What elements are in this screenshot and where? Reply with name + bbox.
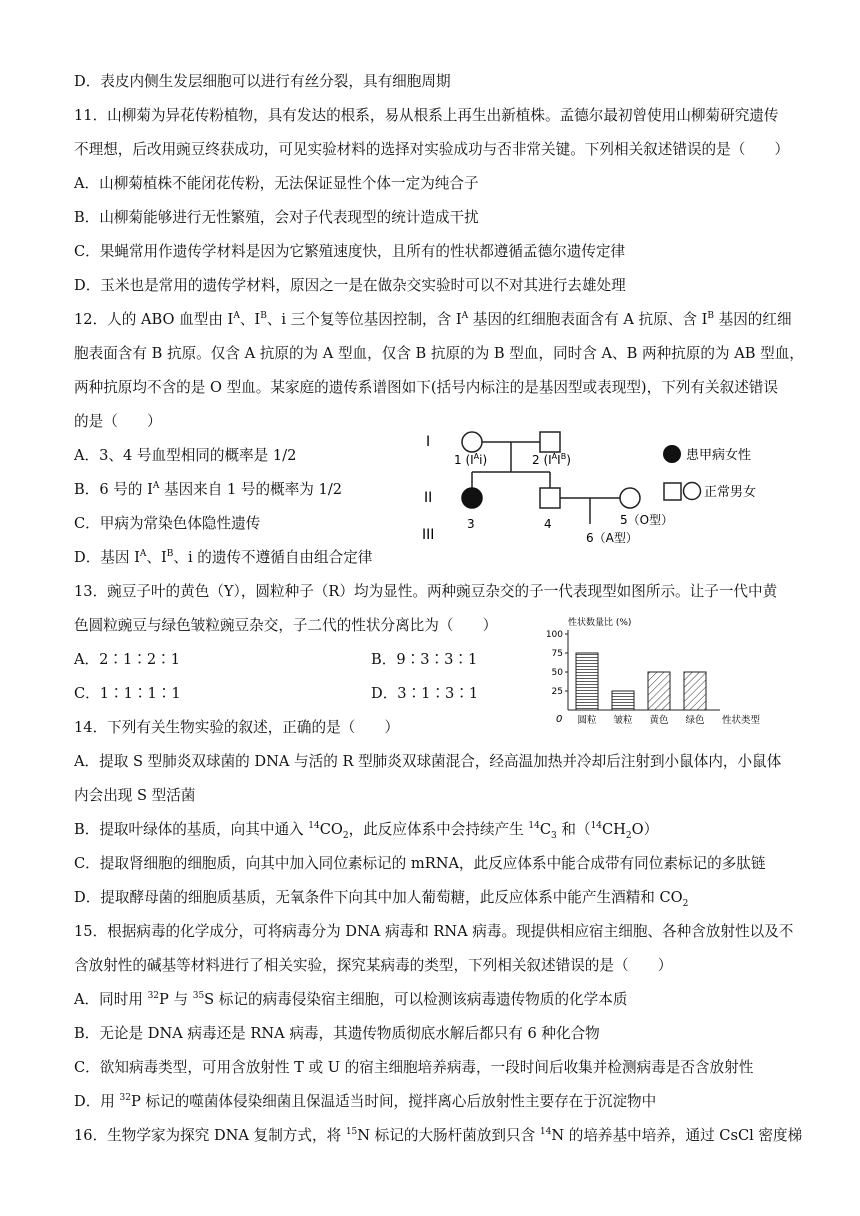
q13-option-a: A．2∶1∶2∶1 <box>74 651 181 668</box>
q14-option-b: B．提取叶绿体的基质，向其中通入 $^{14}CO_2$，此反应体系中会持续产生 $^{14}C_3$ 和$(^{14}CH_2O)$ <box>74 821 659 841</box>
q12-option-a: A．3、4 号血型相同的概率是 1/2 <box>74 447 297 464</box>
individual-3-label: 3 <box>467 517 475 531</box>
legend-normal-label: 正常男女 <box>704 485 757 500</box>
individual-1-normal-female <box>462 432 482 452</box>
individual-1-label: 1 $(I^Ai)$ <box>454 452 488 467</box>
q11-option-c: C．果蝇常用作遗传学材料是因为它繁殖速度快，且所有的性状都遵循孟德尔遗传定律 <box>74 243 626 260</box>
q13-option-b: B．9∶3∶3∶1 <box>371 651 478 668</box>
q11-stem-line2: 不理想，后改用豌豆终获成功，可见实验材料的选择对实验成功与否非常关键。下列相关叙述错误的是（ ） <box>74 141 790 158</box>
q14-option-d: D．提取酵母菌的细胞质基质，无氧条件下向其中加人葡萄糖，此反应体系中能产生酒精和 $CO_2$ <box>74 889 689 909</box>
chart-origin-label: 0 <box>556 714 563 725</box>
individual-2-label: 2 $(I^AI^B)$ <box>532 452 571 467</box>
q12-stem-line4: 的是（ ） <box>74 413 162 430</box>
chart-y-tick-label: 25 <box>551 687 563 697</box>
generation-ii-label: II <box>424 490 433 506</box>
q14-option-a-line2: 内会出现 S 型活菌 <box>74 787 196 804</box>
legend-affected-female-label: 患甲病女性 <box>686 448 752 463</box>
q12-option-b: B．6 号的 $I^A$ 基因来自 1 号的概率为 1/2 <box>74 481 343 498</box>
q15-option-a: A．同时用 $^{32}$P 与 $^{35}$S 标记的病毒侵染宿主细胞，可以检测该病毒遗传物质的化学本质 <box>74 991 628 1008</box>
legend-normal-female-symbol <box>684 483 701 500</box>
chart-category-label: 皱粒 <box>613 715 633 726</box>
chart-category-label: 圆粒 <box>577 715 597 726</box>
chart-bar <box>684 672 706 710</box>
q12-stem-line3: 两种抗原均不含的是 O 型血。某家庭的遗传系谱图如下(括号内标注的是基因型或表现型)，下列有关叙述错误 <box>74 379 778 396</box>
individual-3-affected-female <box>462 488 482 508</box>
q11-stem-line1: 11．山柳菊为异花传粉植物，具有发达的根系，易从根系上再生出新植株。孟德尔最初曾使用山柳菊研究遗传 <box>74 107 779 124</box>
chart-y-tick-label: 50 <box>551 668 563 678</box>
q12-stem-line1: 12．人的 ABO 血型由 $I^A$、$I^B$、i 三个复等位基因控制，含 $I^A$ 基因的红细胞表面含有 A 抗原、含 $I^B$ 基因的红细 <box>74 311 792 328</box>
q14-stem: 14．下列有关生物实验的叙述，正确的是（ ） <box>74 719 400 736</box>
individual-4-label: 4 <box>544 517 552 531</box>
individual-2-normal-male <box>540 432 560 452</box>
generation-i-label: I <box>426 434 431 450</box>
q16-stem-line1: 16．生物学家为探究 DNA 复制方式，将 $^{15}$N 标记的大肠杆菌放到只含 $^{14}$N 的培养基中培养，通过 CsCl 密度梯 <box>74 1127 803 1144</box>
legend-normal-male-symbol <box>664 483 681 500</box>
chart-y-tick-label: 100 <box>545 630 563 640</box>
q13-stem-line1: 13．豌豆子叶的黄色（Y），圆粒种子（R）均为显性。两种豌豆杂交的子一代表现型如图所示。让子一代中黄 <box>74 583 778 600</box>
chart-bar <box>648 672 670 710</box>
chart-category-label: 黄色 <box>649 715 669 726</box>
q15-option-b: B．无论是 DNA 病毒还是 RNA 病毒，其遗传物质彻底水解后都只有 6 种化合物 <box>74 1025 600 1042</box>
q12-stem-line2: 胞表面含有 B 抗原。仅含 A 抗原的为 A 型血，仅含 B 抗原的为 B 型血，同时含 A、B 两种抗原的为 AB 型血， <box>74 345 804 362</box>
q11-option-b: B．山柳菊能够进行无性繁殖，会对子代表现型的统计造成干扰 <box>74 209 479 226</box>
q12-option-c: C．甲病为常染色体隐性遗传 <box>74 515 261 532</box>
individual-5-normal-female <box>620 488 640 508</box>
individual-5-label: 5（O型） <box>620 513 674 527</box>
q13-option-d: D．3∶1∶3∶1 <box>371 685 479 702</box>
q15-option-c: C．欲知病毒类型，可用含放射性 T 或 U 的宿主细胞培养病毒，一段时间后收集并检测病毒是否含放射性 <box>74 1059 754 1076</box>
chart-y-tick-label: 75 <box>551 649 563 659</box>
q11-option-a: A．山柳菊植株不能闭花传粉，无法保证显性个体一定为纯合子 <box>74 175 479 192</box>
trait-ratio-bar-chart <box>538 614 778 726</box>
q10-option-d: D．表皮内侧生发层细胞可以进行有丝分裂，具有细胞周期 <box>74 73 451 90</box>
individual-6-label: 6（A型） <box>586 531 638 545</box>
q12-option-d: D．基因 $I^A$、$I^B$、i 的遗传不遵循自由组合定律 <box>74 549 373 566</box>
chart-bar <box>576 653 598 710</box>
chart-category-label: 绿色 <box>685 715 705 726</box>
legend-affected-female-symbol <box>663 445 681 463</box>
q11-option-d: D．玉米也是常用的遗传学材料，原因之一是在做杂交实验时可以不对其进行去雄处理 <box>74 277 626 294</box>
pedigree-diagram <box>420 424 780 552</box>
q15-stem-line2: 含放射性的碱基等材料进行了相关实验，探究某病毒的类型，下列相关叙述错误的是（ ） <box>74 957 673 974</box>
generation-iii-label: III <box>422 527 435 543</box>
q13-stem-line2: 色圆粒豌豆与绿色皱粒豌豆杂交，子二代的性状分离比为（ ） <box>74 617 498 634</box>
chart-x-axis-title: 性状类型 <box>722 715 761 726</box>
chart-bar <box>612 691 634 710</box>
q15-stem-line1: 15．根据病毒的化学成分，可将病毒分为 DNA 病毒和 RNA 病毒。现提供相应宿主细胞、各种含放射性以及不 <box>74 923 794 940</box>
q14-option-c: C．提取肾细胞的细胞质，向其中加入同位素标记的 mRNA，此反应体系中能合成带有同位素标记的多肽链 <box>74 855 766 872</box>
q14-option-a-line1: A．提取 S 型肺炎双球菌的 DNA 与活的 R 型肺炎双球菌混合，经高温加热并冷却后注射到小鼠体内，小鼠体 <box>74 753 782 770</box>
chart-y-axis-title: 性状数量比 (%) <box>568 618 632 628</box>
individual-4-normal-male <box>540 488 560 508</box>
q15-option-d: D．用 $^{32}$P 标记的噬菌体侵染细菌且保温适当时间，搅拌离心后放射性主要存在于沉淀物中 <box>74 1093 657 1110</box>
q13-option-c: C．1∶1∶1∶1 <box>74 685 181 702</box>
